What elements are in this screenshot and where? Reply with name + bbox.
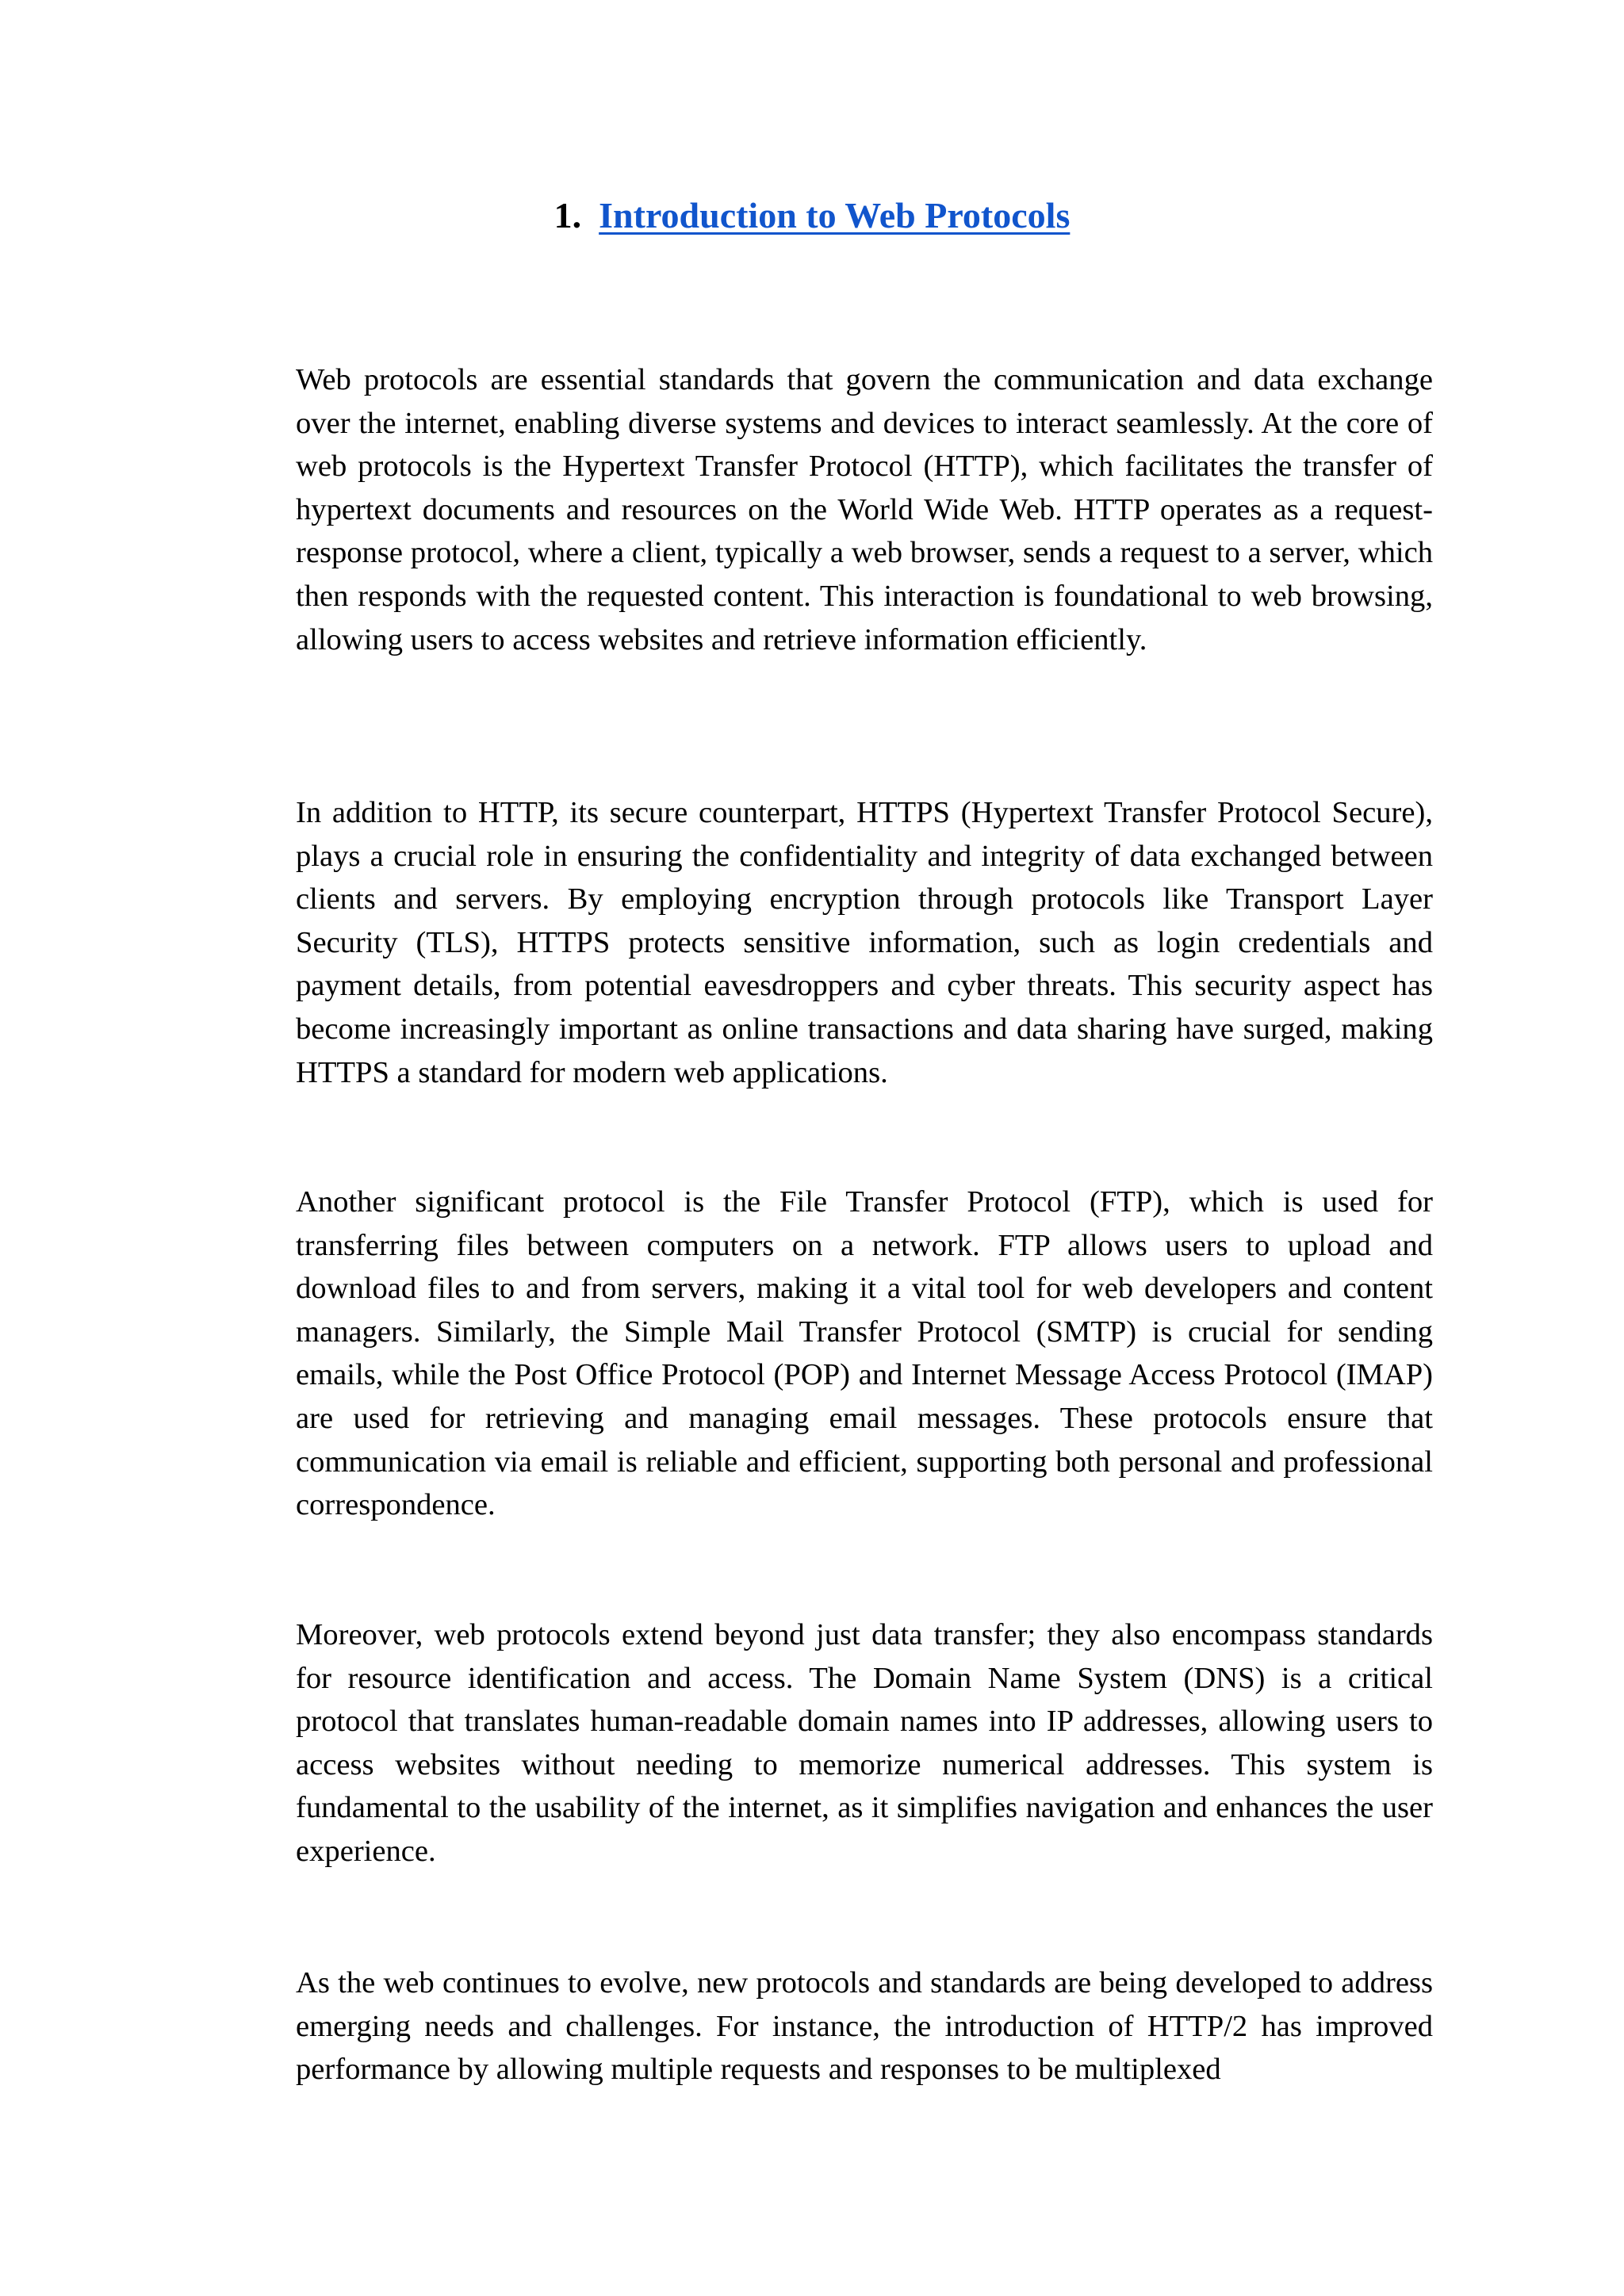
section-number: 1. — [553, 195, 582, 235]
paragraph-http: Web protocols are essential standards that govern the communication and data exchange over the internet, enabling diverse systems and devices to interact seamlessly. At the core of web protocols is the Hypertext Transfer Protocol (HTTP), which facilitates the transfer of hypertext documents and resources on the World Wide Web. HTTP operates as a request-response protocol, where a client, typically a web browser, sends a request to a server, which then responds with the requested content. This interaction is foundational to web browsing, allowing users to access websites and retrieve information efficiently. — [296, 363, 1433, 656]
section-heading — [0, 192, 1624, 239]
paragraph-ftp-email: Another significant protocol is the File Transfer Protocol (FTP), which is used for transferring files between computers on a network. FTP allows users to upload and download files to and from servers, making it a vital tool for web developers and content managers. Similarly, the Simple Mail Transfer Protocol (SMTP) is crucial for sending emails, while the Post Office Protocol (POP) and Internet Message Access Protocol (IMAP) are used for retrieving and managing email messages. These protocols ensure that communication via email is reliable and efficient, supporting both personal and professional correspondence. — [296, 1185, 1433, 1522]
paragraph-evolution: As the web continues to evolve, new protocols and standards are being developed to address emerging needs and challenges. For instance, the introduction of HTTP/2 has improved performance by allowing multiple requests and responses to be multiplexed — [296, 1966, 1433, 2087]
section-title-link[interactable]: Introduction to Web Protocols — [599, 195, 1071, 235]
paragraph-https: In addition to HTTP, its secure counterpart, HTTPS (Hypertext Transfer Protocol Secure), plays a crucial role in ensuring the confidentiality and integrity of data exchanged between clients and servers. By employing encryption through protocols like Transport Layer Security (TLS), HTTPS protects sensitive information, such as login credentials and payment details, from potential eavesdroppers and cyber threats. This security aspect has become increasingly important as online transactions and data sharing have surged, making HTTPS a standard for modern web applications. — [296, 796, 1433, 1089]
paragraph-dns: Moreover, web protocols extend beyond just data transfer; they also encompass standards for resource identification and access. The Domain Name System (DNS) is a critical protocol that translates human-readable domain names into IP addresses, allowing users to access websites without needing to memorize numerical addresses. This system is fundamental to the usability of the internet, as it simplifies navigation and enhances the user experience. — [296, 1618, 1433, 1868]
